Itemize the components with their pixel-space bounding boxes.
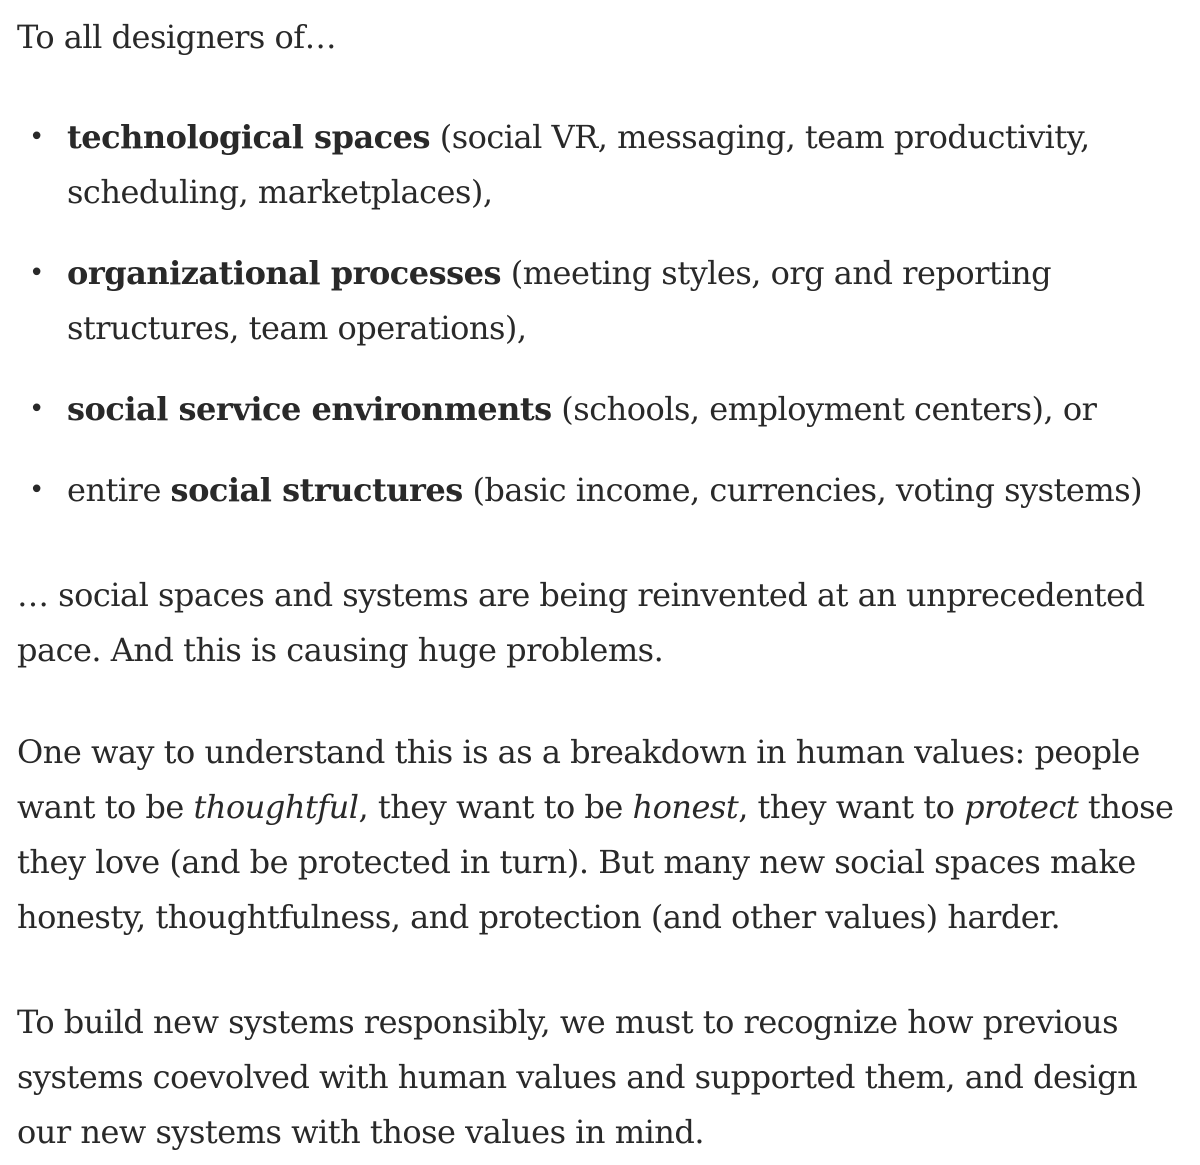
bullet-term: social service environments bbox=[67, 390, 552, 428]
bullet-list bbox=[17, 110, 1192, 544]
paragraph-text: , they want to be bbox=[358, 788, 633, 826]
list-item bbox=[17, 110, 1192, 220]
paragraph-text: One way to understand this is as a breakdown in human values: people want to be bbox=[17, 733, 1140, 826]
bullet-detail: (schools, employment centers), or bbox=[551, 390, 1097, 428]
list-item bbox=[17, 382, 1192, 437]
paragraph-reinvention: … social spaces and systems are being reinvented at an unprecedented pace. And this is causing huge problems. bbox=[17, 576, 1145, 669]
paragraph-text: , they want to bbox=[738, 788, 965, 826]
bullet-term: organizational processes bbox=[67, 254, 502, 292]
bullet-detail: (basic income, currencies, voting systems) bbox=[462, 471, 1143, 509]
bullet-icon: • bbox=[29, 475, 44, 505]
bullet-lead: entire bbox=[67, 471, 171, 509]
paragraph-text: those they love (and be protected in turn). But many new social spaces make honesty, thoughtfulness, and protection (and other values) harder. bbox=[17, 788, 1174, 936]
paragraph-responsibility: To build new systems responsibly, we must to recognize how previous systems coevolved with human values and supported them, and design our new systems with those values in mind. bbox=[17, 1003, 1138, 1151]
bullet-detail: (meeting styles, org and reporting structures, team operations), bbox=[67, 254, 1052, 347]
intro-line: To all designers of… bbox=[17, 18, 337, 56]
paragraph-values bbox=[17, 725, 1192, 945]
bullet-term: technological spaces bbox=[67, 118, 431, 156]
list-item bbox=[17, 463, 1192, 518]
bullet-icon: • bbox=[29, 394, 44, 424]
emphasis-protect: protect bbox=[964, 788, 1079, 826]
emphasis-honest: honest bbox=[632, 788, 739, 826]
emphasis-thoughtful: thoughtful bbox=[193, 788, 359, 826]
bullet-term: social structures bbox=[170, 471, 463, 509]
bullet-icon: • bbox=[29, 258, 44, 288]
bullet-icon: • bbox=[29, 122, 44, 152]
bullet-detail: (social VR, messaging, team productivity, scheduling, marketplaces), bbox=[67, 118, 1090, 211]
list-item bbox=[17, 246, 1192, 356]
